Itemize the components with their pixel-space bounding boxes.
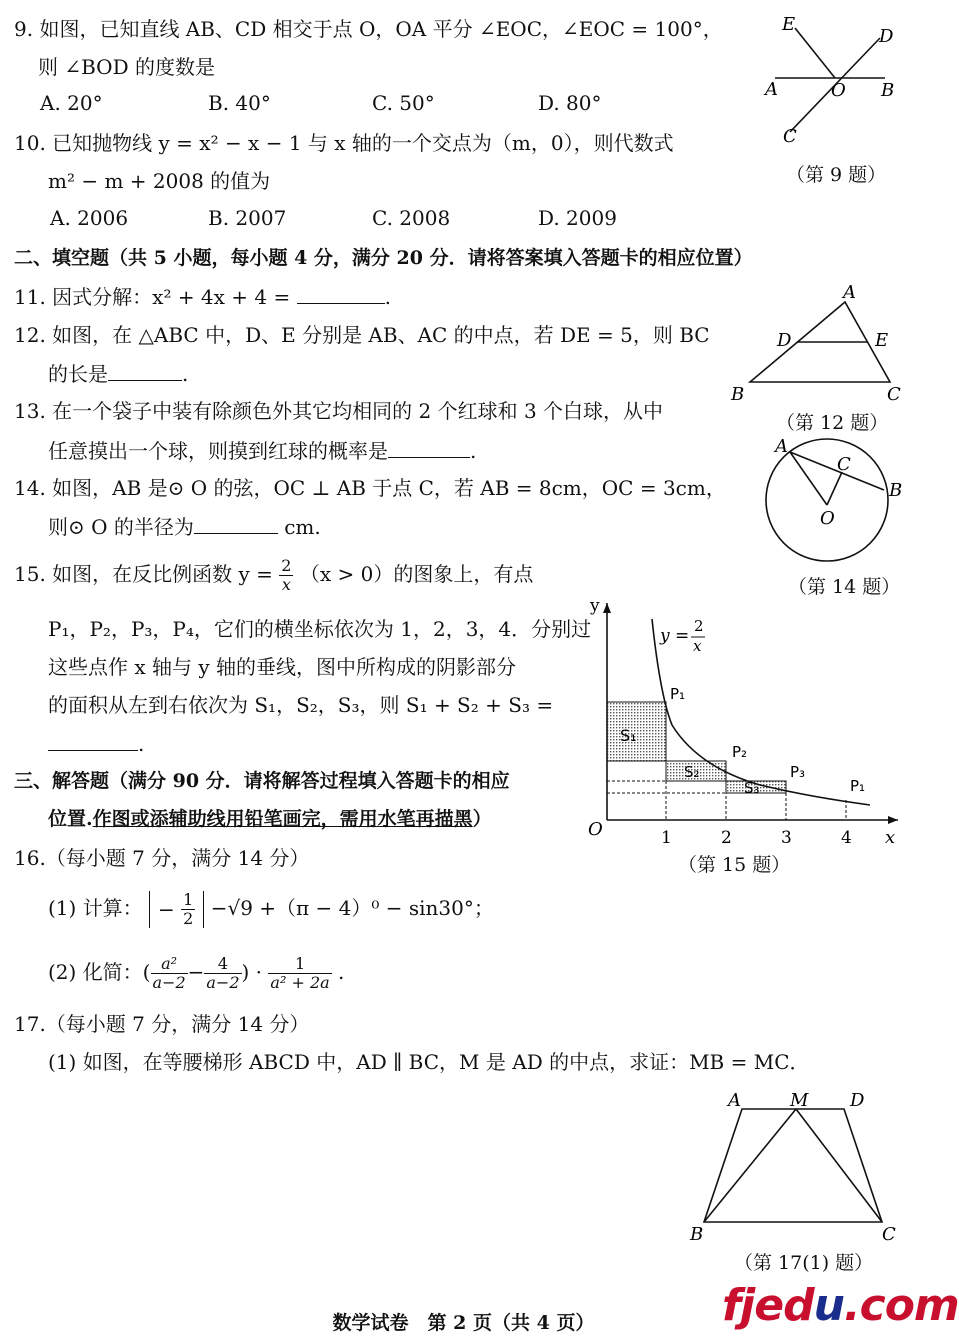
q15-stem-b: （x > 0）的图象上，有点: [299, 562, 534, 586]
q17-caption: （第 17(1) 题）: [734, 1252, 874, 1274]
q14-label-a: A: [775, 436, 788, 457]
q13-answer-blank[interactable]: [388, 437, 470, 458]
q16-p2-dot: ) ·: [241, 960, 263, 984]
q12-end: .: [182, 362, 189, 386]
q16-part2: [48, 950, 344, 994]
q15-line2: P₁，P₂，P₃，P₄，它们的横坐标依次为 1，2，3，4．分别过: [48, 617, 592, 641]
q12-answer-blank[interactable]: [108, 360, 182, 381]
q15-line1: [14, 554, 533, 594]
q11-line: [14, 283, 391, 310]
q12-label-a: A: [843, 282, 856, 303]
watermark-c: .com: [843, 1280, 959, 1331]
q15-tick-2: 2: [721, 828, 732, 848]
q14-line2: [48, 513, 321, 540]
q16-part1: [48, 888, 494, 928]
q15-func-den: x: [693, 637, 702, 655]
q10-option-c: C. 2008: [372, 206, 451, 230]
q9-label-a: A: [765, 79, 778, 100]
q17-header: 17.（每小题 7 分，满分 14 分）: [14, 1012, 310, 1036]
q12-stem-cont: 的长是: [48, 362, 108, 386]
q16-frac-half: [181, 891, 195, 928]
q16-frac3-den: a² + 2a: [270, 973, 330, 992]
q9-option-c: C. 50°: [372, 91, 435, 115]
watermark-b: u: [813, 1280, 844, 1331]
q9-label-d: D: [879, 26, 894, 47]
q16-frac1-den: a−2: [152, 973, 186, 992]
section3-title-a: 位置.: [48, 808, 93, 830]
q16-p1-label: (1) 计算：: [48, 896, 143, 920]
q12-label-d: D: [777, 330, 792, 351]
q13-line2: [48, 437, 476, 464]
section3-title-c: ）: [472, 808, 492, 830]
q15-caption: （第 15 题）: [678, 854, 791, 876]
q9-stem-cont: 则 ∠BOD 的度数是: [38, 55, 215, 79]
q15-origin-label: O: [588, 819, 603, 840]
q17-label-d: D: [850, 1090, 865, 1111]
q17-part1: (1) 如图，在等腰梯形 ABCD 中，AD ∥ BC，M 是 AD 的中点，求证：MB = MC．: [48, 1050, 810, 1074]
q15-tick-1: 1: [661, 828, 672, 848]
q17-label-m: M: [790, 1090, 809, 1111]
watermark-logo: [722, 1280, 959, 1331]
q14-label-b: B: [889, 480, 903, 501]
q14-figure: [755, 430, 915, 570]
q12-label-e: E: [875, 330, 889, 351]
q14-answer-blank[interactable]: [194, 513, 278, 534]
q12-caption: （第 12 题）: [776, 412, 889, 434]
q16-abs: [149, 891, 204, 928]
q10-stem: 10. 已知抛物线 y = x² − x − 1 与 x 轴的一个交点为（m，0），则代数式: [14, 131, 674, 155]
q15-tick-3: 3: [781, 828, 792, 848]
q16-p2-minus: −: [187, 960, 205, 984]
q16-frac2-den: a−2: [206, 973, 240, 992]
q15-point-p3: P₃: [790, 763, 806, 781]
q12-label-b: B: [731, 384, 745, 405]
q15-shade-s3: S₃: [744, 779, 760, 797]
q9-figure: [755, 10, 915, 150]
section3-title: 三、解答题（满分 90 分．请将解答过程填入答题卡的相应: [14, 770, 510, 792]
q15-tick-4: 4: [841, 828, 852, 848]
q10-stem-cont: m² − m + 2008 的值为: [48, 169, 271, 193]
q16-frac-den: 2: [183, 909, 194, 928]
q9-option-d: D. 80°: [538, 91, 602, 115]
q12-label-c: C: [887, 384, 901, 405]
q11-end: .: [384, 285, 391, 309]
q9-label-b: B: [881, 80, 895, 101]
q14-label-o: O: [820, 508, 835, 529]
q15-line4: 的面积从左到右依次为 S₁，S₂，S₃，则 S₁ + S₂ + S₃ =: [48, 693, 554, 717]
q16-frac-1: [151, 955, 188, 992]
q15-y-axis-label: y: [590, 596, 600, 616]
q9-caption: （第 9 题）: [786, 164, 887, 186]
q15-frac-num: 2: [281, 556, 292, 575]
q10-option-a: A. 2006: [50, 206, 129, 230]
q9-stem: 9. 如图，已知直线 AB、CD 相交于点 O，OA 平分 ∠EOC，∠EOC = 100°，: [14, 17, 723, 41]
q15-line3: 这些点作 x 轴与 y 轴的垂线，图中所构成的阴影部分: [48, 655, 517, 679]
q12-line2: [48, 360, 188, 387]
q15-x-axis-label: x: [885, 827, 896, 848]
q16-p2-label: (2) 化简：(: [48, 960, 151, 984]
q16-p2-end: .: [338, 960, 345, 984]
q16-frac2-num: 4: [204, 955, 241, 974]
q15-shade-s2: S₂: [684, 763, 700, 781]
q10-option-d: D. 2009: [538, 206, 617, 230]
q9-label-e: E: [782, 14, 796, 35]
q12-figure: [725, 280, 915, 410]
q15-fraction: [279, 557, 293, 594]
q15-point-p2: P₂: [732, 743, 748, 761]
section3-title-cont: [48, 806, 492, 832]
q17-figure: [680, 1082, 910, 1252]
q15-func-num: 2: [694, 617, 704, 635]
q11-stem: 11. 因式分解：x² + 4x + 4 =: [14, 285, 291, 309]
q9-option-b: B. 40°: [208, 91, 271, 115]
page-footer: 数学试卷 第 2 页（共 4 页）: [332, 1312, 595, 1334]
q14-label-c: C: [837, 454, 851, 475]
q15-point-p4: P₁: [850, 777, 866, 795]
q17-label-b: B: [690, 1224, 704, 1245]
section3-title-b: 作图或添辅助线用铅笔画完，需用水笔再描黑: [92, 808, 473, 830]
q16-header: 16.（每小题 7 分，满分 14 分）: [14, 846, 310, 870]
q16-p1-rest: −√9 +（π − 4）⁰ − sin30°；: [210, 896, 494, 920]
q15-shade-s1: S₁: [620, 726, 637, 745]
q16-abs-sign: −: [158, 897, 175, 922]
q10-option-b: B. 2007: [208, 206, 287, 230]
q15-point-p1: P₁: [670, 685, 686, 703]
q13-end: .: [470, 439, 477, 463]
section2-title: 二、填空题（共 5 小题，每小题 4 分，满分 20 分．请将答案填入答题卡的相应位置）: [14, 247, 753, 269]
q11-answer-blank[interactable]: [297, 283, 385, 304]
q14-stem: 14. 如图，AB 是⊙ O 的弦，OC ⊥ AB 于点 C，若 AB = 8cm，OC = 3cm，: [14, 476, 726, 500]
q15-graph: [580, 595, 910, 848]
q16-frac-2: [204, 955, 241, 992]
q14-caption: （第 14 题）: [788, 576, 901, 598]
q16-frac1-num: a²: [151, 955, 188, 974]
q13-stem: 13. 在一个袋子中装有除颜色外其它均相同的 2 个红球和 3 个白球，从中: [14, 399, 664, 423]
q12-stem: 12. 如图，在 △ABC 中，D、E 分别是 AB、AC 的中点，若 DE = 5，则 BC: [14, 323, 710, 347]
q15-stem-a: 15. 如图，在反比例函数 y =: [14, 562, 273, 586]
q15-line5: [48, 730, 144, 757]
q14-end: cm.: [277, 515, 321, 539]
q16-frac-3: [268, 955, 331, 992]
q17-label-a: A: [728, 1090, 741, 1111]
q14-stem-cont: 则⊙ O 的半径为: [48, 515, 194, 539]
q16-frac-num: 1: [183, 890, 194, 909]
q13-stem-cont: 任意摸出一个球，则摸到红球的概率是: [48, 439, 388, 463]
q15-frac-den: x: [281, 575, 291, 594]
watermark-a: fjed: [722, 1280, 814, 1331]
q9-label-c: C: [783, 126, 797, 147]
q9-label-o: O: [831, 80, 846, 101]
q16-frac3-num: 1: [268, 955, 331, 974]
q15-func-label: y =: [660, 626, 690, 646]
q17-label-c: C: [882, 1224, 896, 1245]
q15-answer-blank[interactable]: [48, 730, 138, 751]
q15-end: .: [138, 732, 145, 756]
q9-option-a: A. 20°: [40, 91, 103, 115]
